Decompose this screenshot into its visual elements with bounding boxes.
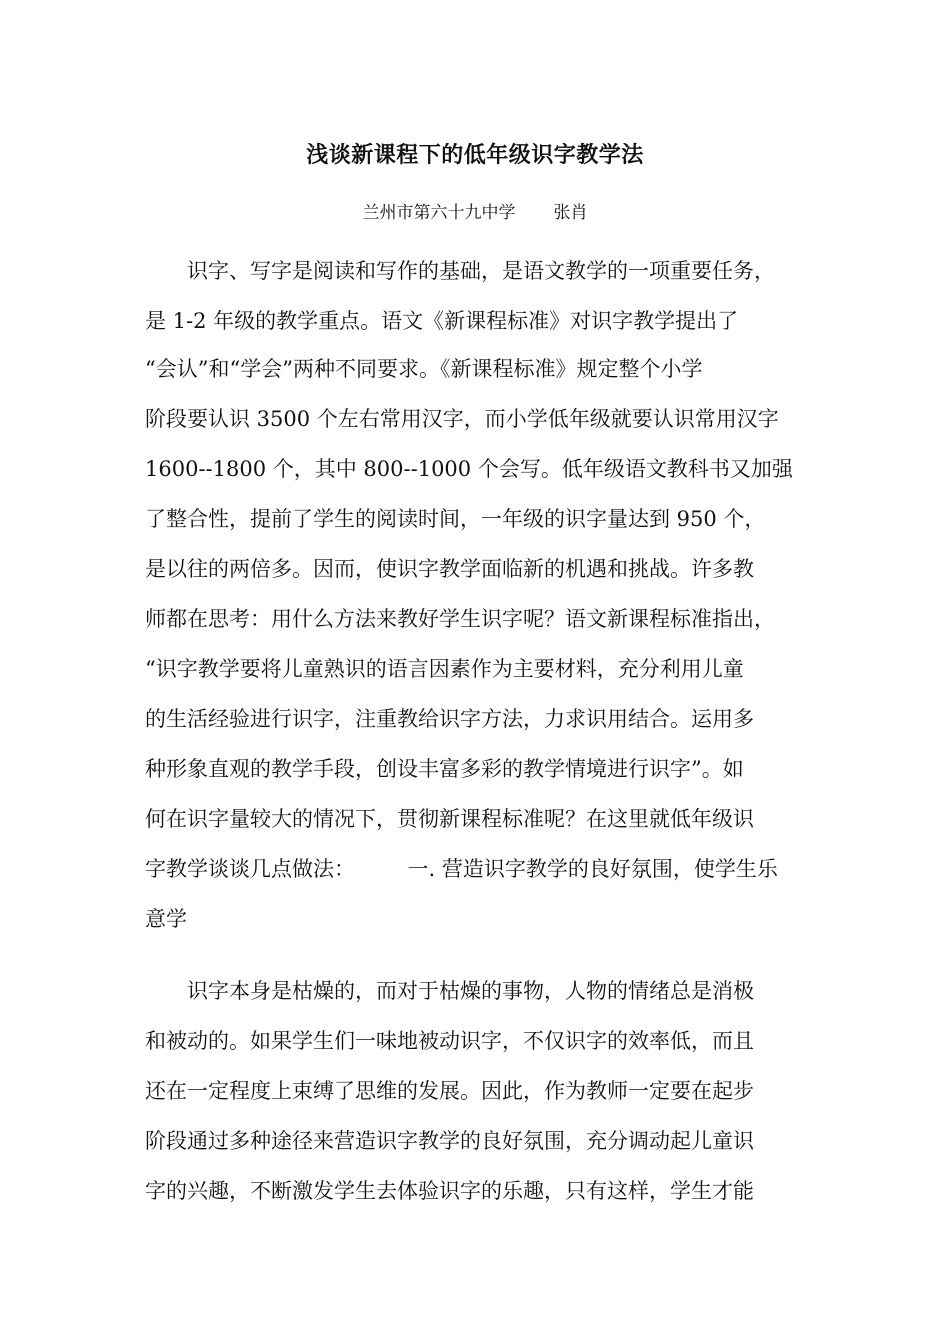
paragraph-2-line-3: 还在一定程度上束缚了思维的发展。因此，作为教师一定要在起步: [145, 1079, 754, 1103]
paragraph-1-line-12: 何在识字量较大的情况下，贯彻新课程标准呢？在这里就低年级识: [145, 807, 754, 831]
paragraph-1-line-8: 师都在思考：用什么方法来教好学生识字呢？语文新课程标准指出，: [145, 607, 775, 631]
paragraph-1-line-10: 的生活经验进行识字，注重教给识字方法，力求识用结合。运用多: [145, 707, 754, 731]
school-name: 兰州市第六十九中学: [362, 203, 516, 223]
author-name: 张肖: [553, 203, 588, 223]
author-byline: [0, 198, 950, 223]
paragraph-1-line-1: 识字、写字是阅读和写作的基础，是语文教学的一项重要任务，: [145, 259, 775, 283]
paragraph-1-line-6: 了整合性，提前了学生的阅读时间，一年级的识字量达到 950 个，: [145, 507, 766, 531]
paragraph-2-line-4: 阶段通过多种途径来营造识字教学的良好氛围，充分调动起儿童识: [145, 1129, 754, 1153]
paragraph-1-line-14: 意学: [145, 907, 187, 931]
paragraph-2-line-5: 字的兴趣，不断激发学生去体验识字的乐趣，只有这样，学生才能: [145, 1179, 754, 1203]
paragraph-1-line-5: 1600--1800 个，其中 800--1000 个会写。低年级语文教科书又加强: [145, 457, 793, 481]
paragraph-1-line-9: “识字教学要将儿童熟识的语言因素作为主要材料，充分利用儿童: [145, 657, 744, 681]
paragraph-1-line-4: 阶段要认识 3500 个左右常用汉字，而小学低年级就要认识常用汉字: [145, 407, 779, 431]
paragraph-1-line-7: 是以往的两倍多。因而，使识字教学面临新的机遇和挑战。许多教: [145, 557, 754, 581]
paragraph-1-line-11: 种形象直观的教学手段，创设丰富多彩的教学情境进行识字”。如: [145, 757, 744, 781]
paragraph-1-line-2: 是 1-2 年级的教学重点。语文《新课程标准》对识字教学提出了: [145, 309, 739, 333]
paragraph-1-line-3: “会认”和“学会”两种不同要求。《新课程标准》规定整个小学: [145, 357, 703, 381]
paragraph-1-line-13: 字教学谈谈几点做法： 一. 营造识字教学的良好氛围，使学生乐: [145, 857, 778, 881]
paragraph-2-line-2: 和被动的。如果学生们一味地被动识字，不仅识字的效率低，而且: [145, 1029, 754, 1053]
paragraph-2-line-1: 识字本身是枯燥的，而对于枯燥的事物，人物的情绪总是消极: [145, 979, 754, 1003]
document-title: 浅谈新课程下的低年级识字教学法: [306, 142, 644, 168]
